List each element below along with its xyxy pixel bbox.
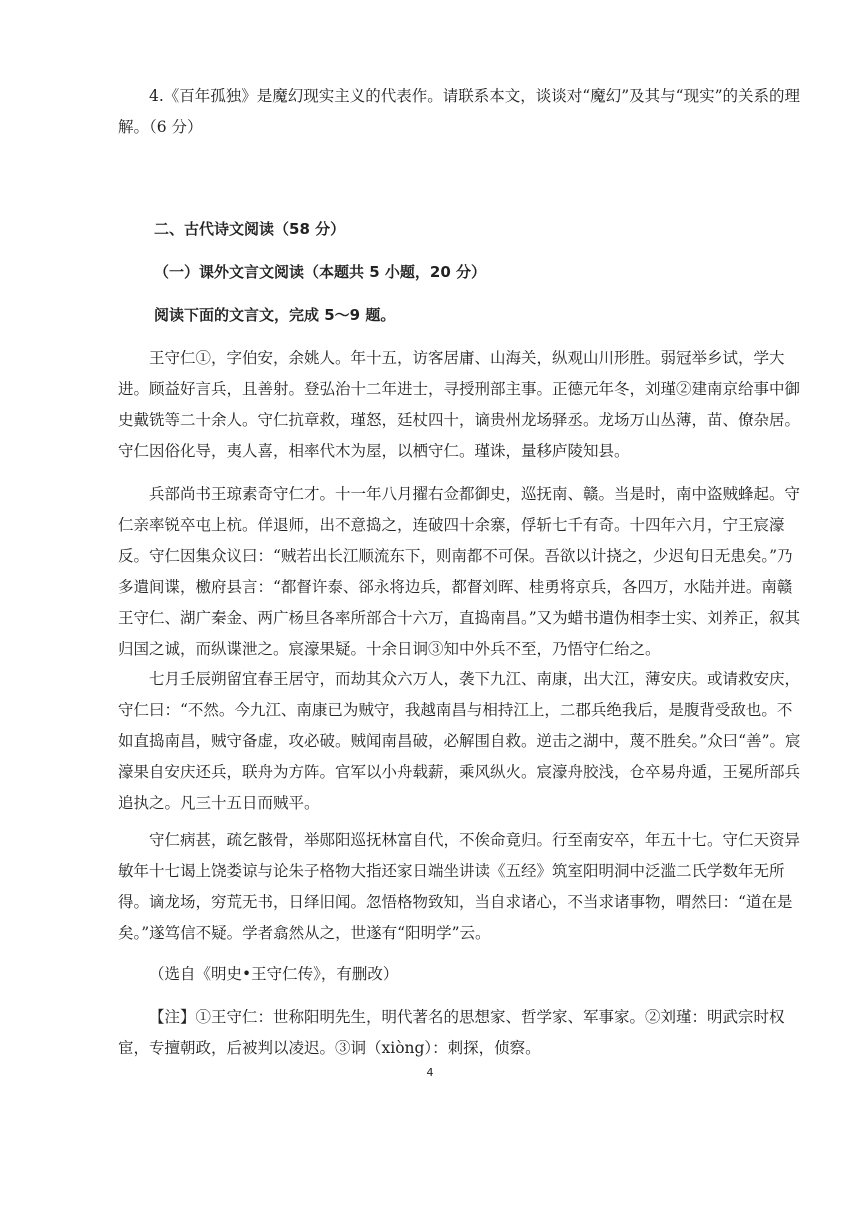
passage-paragraph-3: 七月壬辰朔留宜春王居守，而劫其众六万人，袭下九江、南康，出大江，薄安庆。或请救安庆，守仁曰：“不然。今九江、南康已为贼守，我越南昌与相持江上，二郡兵绝我后，是腹背受敌也。不如直捣南昌，贼守备虚，攻必破。贼闻南昌破，必解围自救。逆击之湖中，蔑不胜矣。”众曰“善”。宸濠果自安庆还兵，联舟为方阵。官军以小舟载薪，乘风纵火。宸濠舟胶浅，仓卒易舟遁，王冕所部兵追执之。凡三十五日而贼平。	[118, 670, 801, 812]
page-number: 4	[426, 1066, 434, 1079]
section-heading: 二、古代诗文阅读（58 分）	[154, 220, 346, 238]
passage-source: （选自《明史•王守仁传》，有删改）	[149, 965, 399, 983]
passage-paragraph-4: 守仁病甚，疏乞骸骨，举郧阳巡抚林富自代，不俟命竟归。行至南安卒，年五十七。守仁天资异敏年十七谒上饶娄谅与论朱子格物大指还家日端坐讲读《五经》筑室阳明洞中泛滥二氏学数年无所得。谪龙场，穷荒无书，日绎旧闻。忽悟格物致知，当自求诸心，不当求诸事物，喟然曰：“道在是矣。”遂笃信不疑。学者翕然从之，世遂有“阳明学”云。	[118, 831, 801, 942]
reading-instruction: 阅读下面的文言文，完成 5～9 题。	[154, 306, 396, 324]
passage-notes: 【注】①王守仁：世称阳明先生，明代著名的思想家、哲学家、军事家。②刘瑾：明武宗时权宦，专擅朝政，后被判以凌迟。③诇（xiòng）：刺探，侦察。	[118, 1008, 785, 1057]
passage-paragraph-1: 王守仁①，字伯安，余姚人。年十五，访客居庸、山海关，纵观山川形胜。弱冠举乡试，学大进。顾益好言兵，且善射。登弘治十二年进士，寻授刑部主事。正德元年冬，刘瑾②建南京给事中御史戴铣等二十余人。守仁抗章救，瑾怒，廷杖四十，谪贵州龙场驿丞。龙场万山丛薄，苗、僚杂居。守仁因俗化导，夷人喜，相率代木为屋，以栖守仁。瑾诛，量移庐陵知县。	[118, 349, 801, 460]
question-4: 4.《百年孤独》是魔幻现实主义的代表作。请联系本文，谈谈对“魔幻”及其与“现实”的关系的理解。（6 分）	[118, 87, 800, 136]
passage-paragraph-2: 兵部尚书王琼素奇守仁才。十一年八月擢右佥都御史，巡抚南、赣。当是时，南中盗贼蜂起。守仁亲率锐卒屯上杭。佯退师，出不意捣之，连破四十余寨，俘斩七千有奇。十四年六月，宁王宸濠反。守仁因集众议曰：“贼若出长江顺流东下，则南都不可保。吾欲以计挠之，少迟旬日无患矣。”乃多遣间谍，檄府县言：“都督许泰、郤永将边兵，都督刘晖、桂勇将京兵，各四万，水陆并进。南赣王守仁、湖广秦金、两广杨旦各率所部合十六万，直捣南昌。”又为蜡书遣伪相李士实、刘养正，叙其归国之诚，而纵谍泄之。宸濠果疑。十余日诇③知中外兵不至，乃悟守仁绐之。	[118, 485, 801, 658]
subsection-heading: （一）课外文言文阅读（本题共 5 小题，20 分）	[154, 263, 486, 281]
